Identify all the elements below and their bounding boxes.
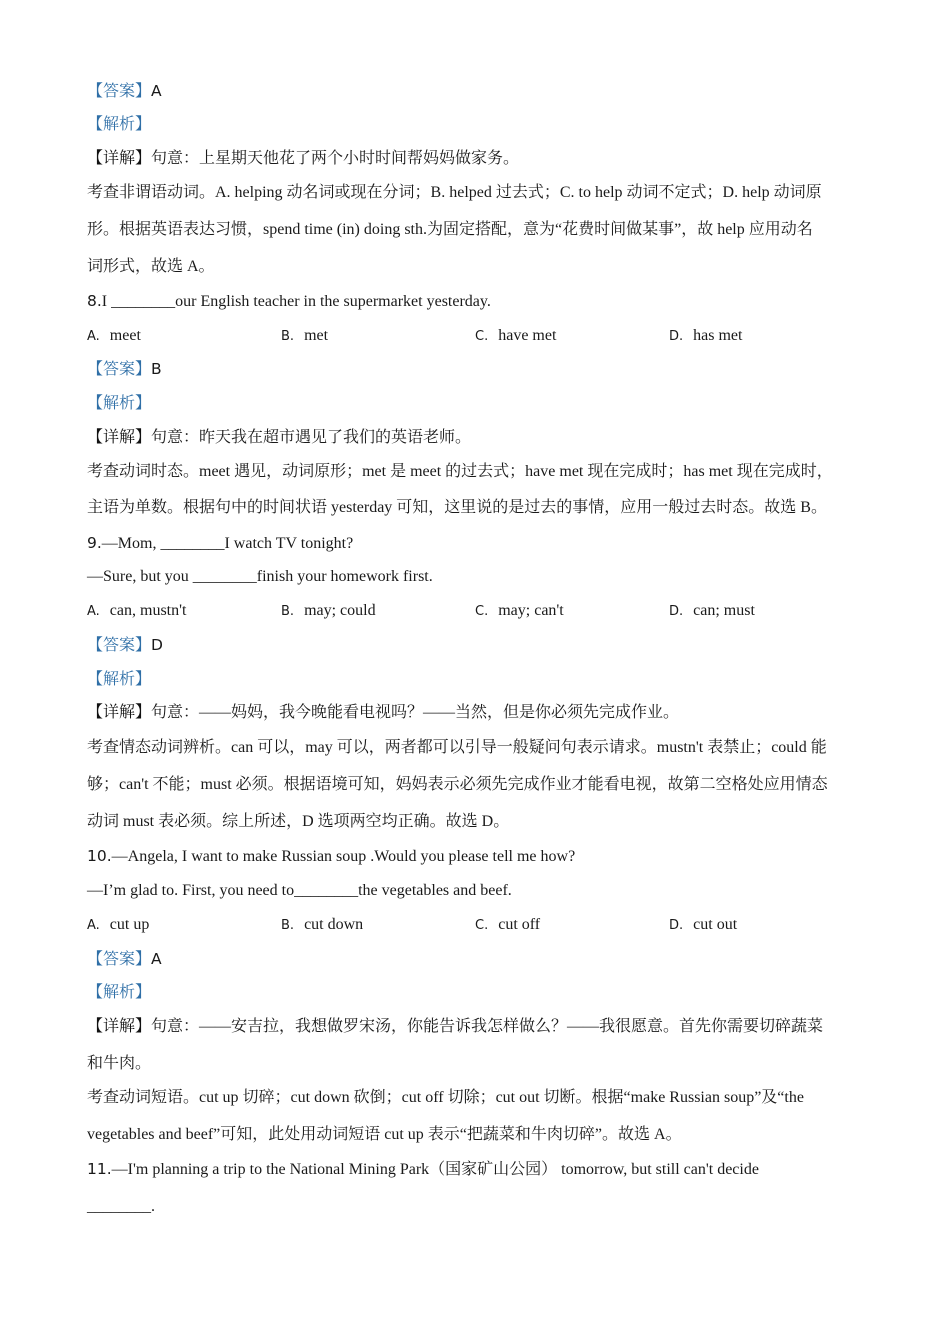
explanation-line: 考查动词短语。cut up 切碎；cut down 砍倒；cut off 切除；cut out 切断。根据“make Russian soup”及“the — [87, 1089, 804, 1106]
answer-line: 【答案】D — [87, 636, 163, 654]
question-stem: —I’m glad to. First, you need to________the vegetables and beef. — [87, 882, 512, 899]
answer-line: 【答案】A — [87, 950, 162, 968]
explanation-line: 动词 must 表必须。综上所述，D 选项两空均正确。故选 D。 — [87, 813, 510, 830]
option-c: C. may; can't — [475, 602, 564, 619]
option-b: B. may; could — [281, 602, 376, 619]
option-d: D. has met — [669, 327, 743, 344]
question-stem: 9.—Mom, ________I watch TV tonight? — [87, 534, 354, 552]
analysis-tag: 【解析】 — [87, 984, 152, 1001]
option-c: C. have met — [475, 327, 557, 344]
detail-line: 【详解】句意：——妈妈，我今晚能看电视吗？——当然，但是你必须先完成作业。 — [87, 704, 680, 721]
option-a: A. can, mustn't — [87, 602, 187, 619]
explanation-line: 考查非谓语动词。A. helping 动名词或现在分词；B. helped 过去式；C. to help 动词不定式；D. help 动词原 — [87, 184, 822, 201]
explanation-line: 考查情态动词辨析。can 可以，may 可以，两者都可以引导一般疑问句表示请求。mustn't 表禁止；could 能 — [87, 739, 827, 756]
analysis-tag: 【解析】 — [87, 395, 152, 412]
option-c: C. cut off — [475, 916, 541, 933]
question-stem: 8.I ________our English teacher in the supermarket yesterday. — [87, 292, 491, 310]
answer-line: 【答案】A — [87, 82, 162, 100]
question-stem: ________. — [87, 1198, 155, 1215]
option-b: B. cut down — [281, 916, 364, 933]
answer-line: 【答案】B — [87, 360, 162, 378]
explanation-line: 形。根据英语表达习惯，spend time (in) doing sth.为固定搭配，意为“花费时间做某事”，故 help 应用动名 — [87, 221, 813, 238]
detail-line: 【详解】句意：昨天我在超市遇见了我们的英语老师。 — [87, 429, 472, 446]
explanation-line: 词形式，故选 A。 — [87, 258, 215, 275]
question-stem: 10.—Angela, I want to make Russian soup .Would you please tell me how? — [87, 847, 576, 865]
analysis-tag: 【解析】 — [87, 116, 152, 133]
option-a: A. cut up — [87, 916, 150, 933]
explanation-line: 主语为单数。根据句中的时间状语 yesterday 可知，这里说的是过去的事情，应用一般过去时态。故选 B。 — [87, 499, 827, 516]
explanation-line: vegetables and beef”可知，此处用动词短语 cut up 表示“把蔬菜和牛肉切碎”。故选 A。 — [87, 1126, 682, 1143]
explanation-line: 考查动词时态。meet 遇见，动词原形；met 是 meet 的过去式；have met 现在完成时；has met 现在完成时， — [87, 463, 833, 480]
question-stem: —Sure, but you ________finish your homework first. — [87, 568, 433, 585]
detail-line: 【详解】句意：——安吉拉，我想做罗宋汤，你能告诉我怎样做么？——我很愿意。首先你需要切碎蔬菜 — [87, 1018, 824, 1035]
option-b: B. met — [281, 327, 329, 344]
analysis-tag: 【解析】 — [87, 671, 152, 688]
explanation-line: 够；can't 不能；must 必须。根据语境可知，妈妈表示必须先完成作业才能看电视，故第二空格处应用情态 — [87, 776, 828, 793]
option-d: D. can; must — [669, 602, 755, 619]
option-d: D. cut out — [669, 916, 738, 933]
detail-line: 和牛肉。 — [87, 1055, 152, 1072]
option-a: A. meet — [87, 327, 141, 344]
detail-line: 【详解】句意：上星期天他花了两个小时时间帮妈妈做家务。 — [87, 150, 520, 167]
question-stem: 11.—I'm planning a trip to the National Mining Park（国家矿山公园） tomorrow, but still can't decide — [87, 1160, 759, 1178]
